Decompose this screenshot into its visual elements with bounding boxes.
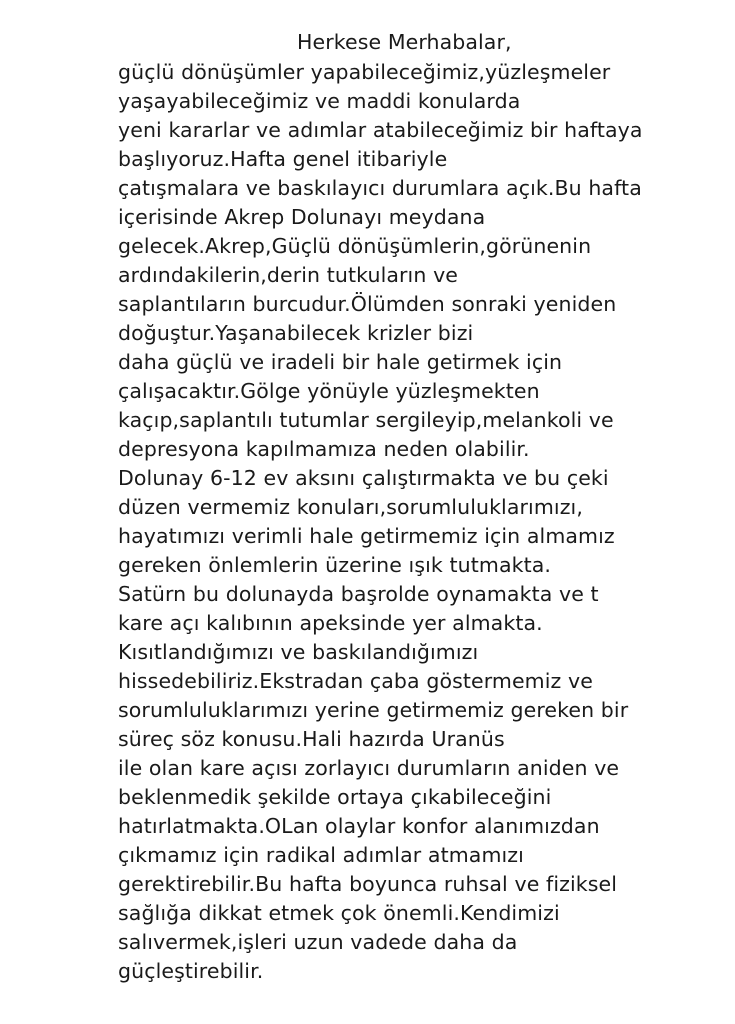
- text-line: süreç söz konusu.Hali hazırda Uranüs: [118, 727, 505, 751]
- text-line: hissedebiliriz.Ekstradan çaba göstermemiz ve: [118, 669, 593, 693]
- text-line: daha güçlü ve iradeli bir hale getirmek için: [118, 350, 563, 374]
- text-line: çatışmalara ve baskılayıcı durumlara açık.Bu hafta: [118, 176, 642, 200]
- text-line: çıkmamız için radikal adımlar atmamızı: [118, 843, 524, 867]
- text-line: gerektirebilir.Bu hafta boyunca ruhsal ve fiziksel: [118, 872, 618, 896]
- greeting-line: Herkese Merhabalar,: [297, 30, 512, 54]
- text-line: güçleştirebilir.: [118, 959, 264, 983]
- text-line: Satürn bu dolunayda başrolde oynamakta ve t: [118, 582, 599, 606]
- text-line: doğuştur.Yaşanabilecek krizler bizi: [118, 321, 474, 345]
- text-line: salıvermek,işleri uzun vadede daha da: [118, 930, 518, 954]
- text-line: kare açı kalıbının apeksinde yer almakta.: [118, 611, 543, 635]
- text-line: gereken önlemlerin üzerine ışık tutmakta.: [118, 553, 551, 577]
- text-line: güçlü dönüşümler yapabileceğimiz,yüzleşmeler: [118, 60, 611, 84]
- text-line: gelecek.Akrep,Güçlü dönüşümlerin,görünenin: [118, 234, 592, 258]
- text-line: Kısıtlandığımızı ve baskılandığımızı: [118, 640, 479, 664]
- text-line: hayatımızı verimli hale getirmemiz için almamız: [118, 524, 615, 548]
- text-line: içerisinde Akrep Dolunayı meydana: [118, 205, 486, 229]
- text-line: yaşayabileceğimiz ve maddi konularda: [118, 89, 521, 113]
- text-line: depresyona kapılmamıza neden olabilir.: [118, 437, 530, 461]
- text-line: kaçıp,saplantılı tutumlar sergileyip,melankoli ve: [118, 408, 614, 432]
- text-line: ile olan kare açısı zorlayıcı durumların aniden ve: [118, 756, 620, 780]
- text-line: ardındakilerin,derin tutkuların ve: [118, 263, 459, 287]
- text-line: sorumluluklarımızı yerine getirmemiz gereken bir: [118, 698, 629, 722]
- text-line: çalışacaktır.Gölge yönüyle yüzleşmekten: [118, 379, 540, 403]
- text-line: beklenmedik şekilde ortaya çıkabileceğini: [118, 785, 552, 809]
- text-line: hatırlatmakta.OLan olaylar konfor alanımızdan: [118, 814, 600, 838]
- text-line: Dolunay 6-12 ev aksını çalıştırmakta ve bu çeki: [118, 466, 609, 490]
- text-line: başlıyoruz.Hafta genel itibariyle: [118, 147, 448, 171]
- text-line: saplantıların burcudur.Ölümden sonraki yeniden: [118, 292, 617, 316]
- text-line: düzen vermemiz konuları,sorumluluklarımızı,: [118, 495, 583, 519]
- text-line: sağlığa dikkat etmek çok önemli.Kendimizi: [118, 901, 560, 925]
- text-line: yeni kararlar ve adımlar atabileceğimiz bir haftaya: [118, 118, 643, 142]
